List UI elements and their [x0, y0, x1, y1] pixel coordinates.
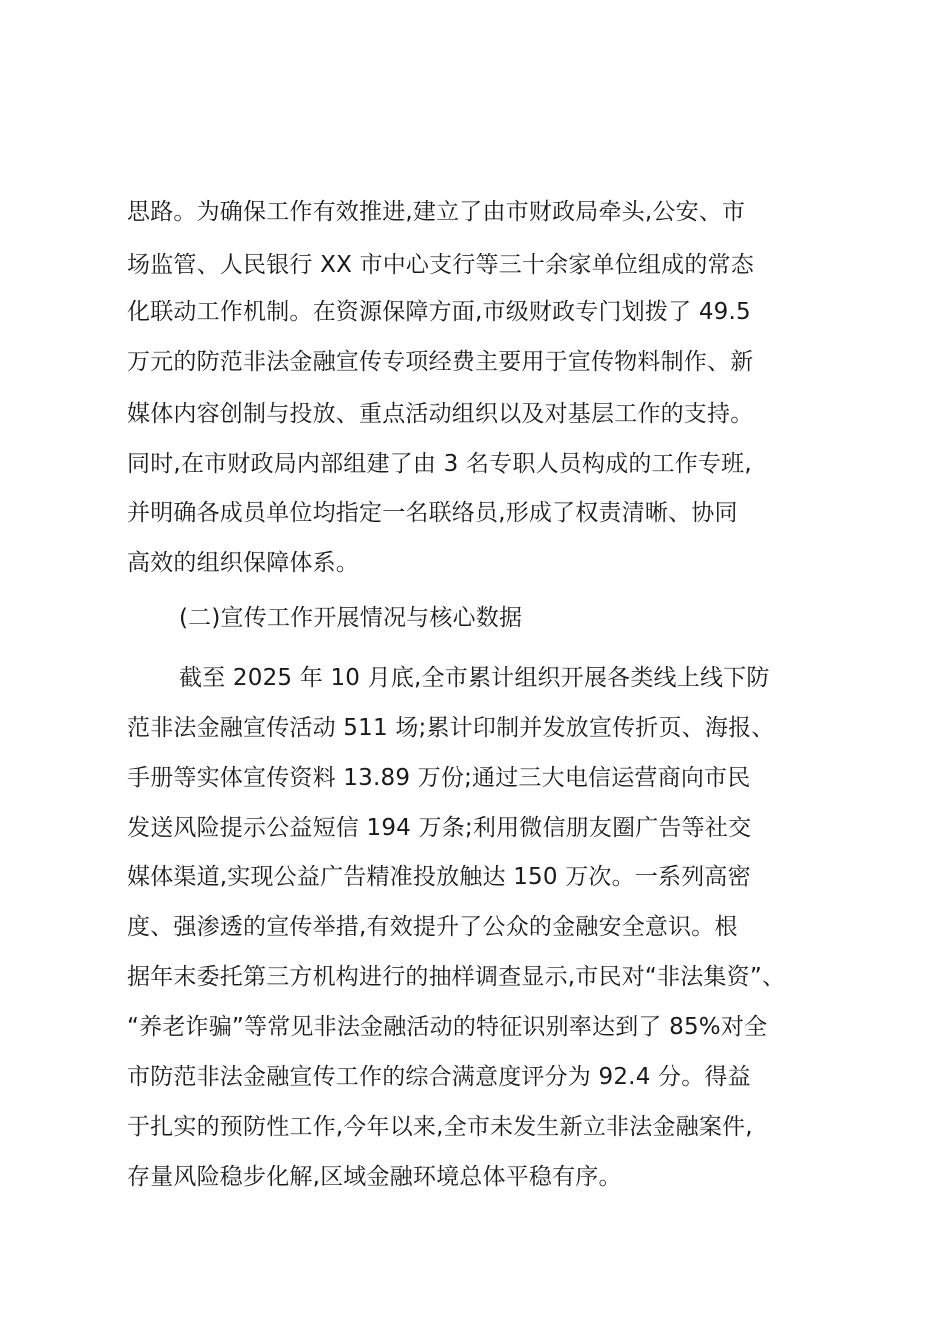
text-line: 于扎实的预防性工作,今年以来,全市未发生新立非法金融案件, — [127, 1114, 753, 1140]
text-line: 化联动工作机制。在资源保障方面,市级财政专门划拨了 49.5 — [127, 299, 751, 325]
text-line: 高效的组织保障体系。 — [127, 550, 359, 576]
text-line: 市防范非法金融宣传工作的综合满意度评分为 92.4 分。得益 — [127, 1064, 751, 1090]
text-line: 并明确各成员单位均指定一名联络员,形成了权责清晰、协同 — [127, 500, 738, 526]
text-line: 场监管、人民银行 XX 市中心支行等三十余家单位组成的常态 — [127, 252, 754, 278]
text-line: 范非法金融宣传活动 511 场;累计印制并发放宣传折页、海报、 — [127, 715, 775, 741]
text-line: 手册等实体宣传资料 13.89 万份;通过三大电信运营商向市民 — [127, 765, 751, 791]
text-line: 媒体渠道,实现公益广告精准投放触达 150 万次。一系列高密 — [127, 864, 751, 890]
text-line: 截至 2025 年 10 月底,全市累计组织开展各类线上线下防 — [179, 665, 770, 691]
text-line: 度、强渗透的宣传举措,有效提升了公众的金融安全意识。根 — [127, 914, 738, 940]
text-line: 媒体内容创制与投放、重点活动组织以及对基层工作的支持。 — [127, 401, 754, 427]
text-line: “养老诈骗”等常见非法金融活动的特征识别率达到了 85%对全 — [127, 1014, 768, 1040]
text-line: 万元的防范非法金融宣传专项经费主要用于宣传物料制作、新 — [127, 349, 754, 375]
section-title: (二)宣传工作开展情况与核心数据 — [179, 605, 523, 631]
text-line: 据年末委托第三方机构进行的抽样调查显示,市民对“非法集资”、 — [127, 964, 786, 990]
text-line: 存量风险稳步化解,区域金融环境总体平稳有序。 — [127, 1164, 622, 1190]
text-line: 思路。为确保工作有效推进,建立了由市财政局牵头,公安、市 — [127, 199, 746, 225]
text-line: 同时,在市财政局内部组建了由 3 名专职人员构成的工作专班, — [127, 451, 752, 477]
text-line: 发送风险提示公益短信 194 万条;利用微信朋友圈广告等社交 — [127, 815, 752, 841]
